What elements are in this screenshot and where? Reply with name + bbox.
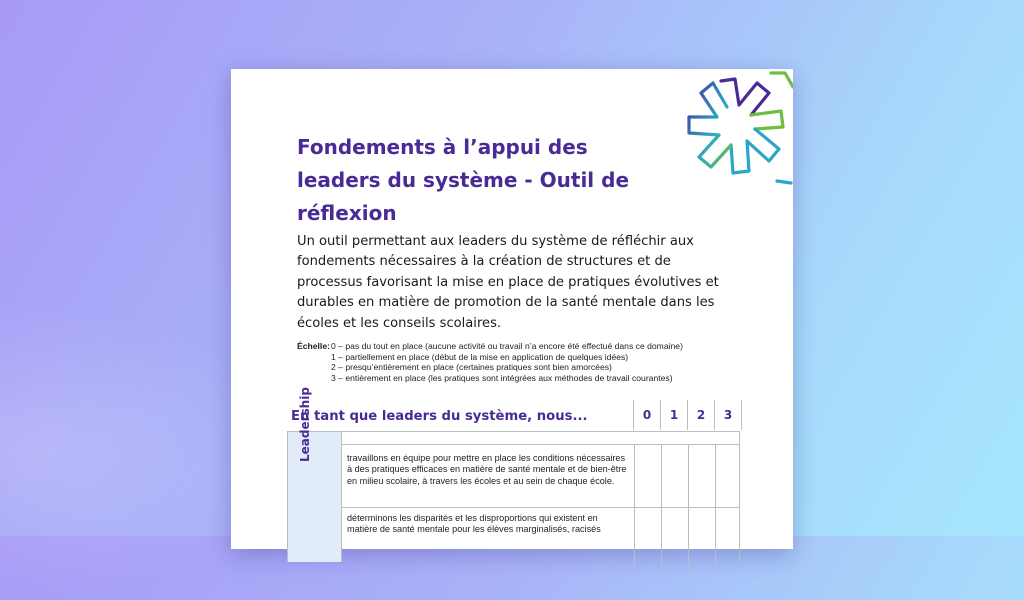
column-header-0: 0 xyxy=(633,400,660,430)
rating-column-headers xyxy=(633,400,742,430)
rating-cell-3[interactable] xyxy=(715,507,742,567)
scale-item: 1 – partiellement en place (début de la mise en application de quelques idées) xyxy=(331,351,629,362)
column-header-2: 2 xyxy=(687,400,714,430)
rating-cell-3[interactable] xyxy=(715,445,742,507)
rating-cell-0[interactable] xyxy=(634,507,661,567)
column-header-3: 3 xyxy=(714,400,742,430)
section-label-leadership: Leadership xyxy=(298,387,312,462)
section-cell xyxy=(288,387,342,562)
rating-scale xyxy=(297,341,777,383)
table-row xyxy=(342,507,739,567)
rating-cell-1[interactable] xyxy=(661,445,688,507)
table-row xyxy=(342,444,739,508)
scale-item: 3 – entièrement en place (les pratiques sont intégrées aux méthodes de travail courantes) xyxy=(331,372,673,383)
scale-label: Échelle: xyxy=(297,341,330,351)
document-intro: Un outil permettant aux leaders du système de réfléchir aux fondements nécessaires à la création de structures et de processus favorisant la mise en place de pratiques évolutives et durables en matière de promotion de la santé mentale dans les écoles et les conseils scolaires. xyxy=(297,234,719,331)
row-statement: travaillons en équipe pour mettre en place les conditions nécessaires à des pratiques efficaces en matière de santé mentale et de bien-être en milieu scolaire, à travers les écoles et au sein de chaque école. xyxy=(347,453,627,486)
star-flower-logo-icon xyxy=(681,71,793,189)
rating-cell-2[interactable] xyxy=(688,445,715,507)
document-page xyxy=(231,69,793,549)
rating-cell-1[interactable] xyxy=(661,507,688,567)
rating-cell-0[interactable] xyxy=(634,445,661,507)
column-header-1: 1 xyxy=(660,400,687,430)
scale-item: 2 – presqu’entièrement en place (certaines pratiques sont bien amorcées) xyxy=(331,362,612,373)
row-statement: déterminons les disparités et les disproportions qui existent en matière de santé mentale pour les élèves marginalisés, racisés xyxy=(347,513,601,535)
scale-item: 0 – pas du tout en place (aucune activité ou travail n’a encore été effectué dans ce domaine) xyxy=(331,341,683,351)
document-title: Fondements à l’appui des leaders du système - Outil de réflexion xyxy=(297,135,630,225)
table-title: En tant que leaders du système, nous... xyxy=(291,409,588,424)
rating-cell-2[interactable] xyxy=(688,507,715,567)
